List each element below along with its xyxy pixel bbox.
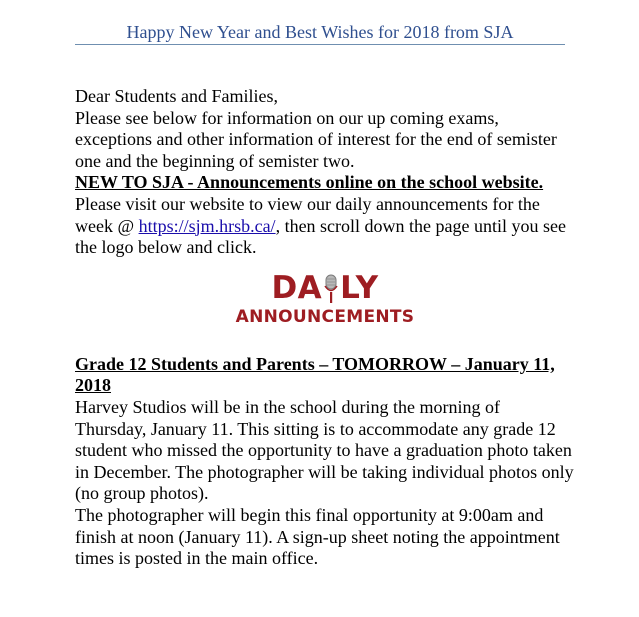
logo-container [75, 259, 575, 354]
intro-paragraph: Please see below for information on our up coming exams, exceptions and other information of interest for the end of semister one and the beginning of semister two. [75, 107, 557, 171]
newsletter-header [75, 22, 565, 45]
newsletter-body [75, 86, 575, 570]
daily-announcements-logo[interactable] [235, 269, 415, 328]
section-heading-grade12: Grade 12 Students and Parents – TOMORROW – January 11, 2018 [75, 353, 555, 396]
logo-bottom-line: ANNOUNCEMENTS [235, 306, 415, 327]
announcements-text-after-link: , then scroll down the page until you see the logo below and click. [75, 215, 566, 258]
grade12-paragraph-1: Harvey Studios will be in the school during the morning of Thursday, January 11. This sitting is to accommodate any grade 12 student who missed the opportunity to have a graduation photo taken in December. The photographer will be taking individual photos only (no group photos). [75, 396, 574, 504]
announcements-paragraph [75, 194, 575, 259]
school-website-link[interactable]: https://sjm.hrsb.ca/ [138, 215, 276, 236]
announcements-text-before-link: Please visit our website to view our daily announcements for the week @ [75, 193, 540, 236]
logo-top-line [271, 269, 379, 306]
section-heading-announcements: NEW TO SJA - Announcements online on the school website. [75, 172, 544, 193]
microphone-icon [324, 274, 338, 304]
logo-word-right: LY [340, 269, 379, 306]
logo-word-left: DA [271, 269, 323, 306]
grade12-paragraph-2: The photographer will begin this final opportunity at 9:00am and finish at noon (January 11). A sign-up sheet noting the appointment times is posted in the main office. [75, 504, 560, 569]
greeting: Dear Students and Families, [75, 86, 278, 106]
newsletter-title: Happy New Year and Best Wishes for 2018 from SJA [126, 22, 514, 42]
